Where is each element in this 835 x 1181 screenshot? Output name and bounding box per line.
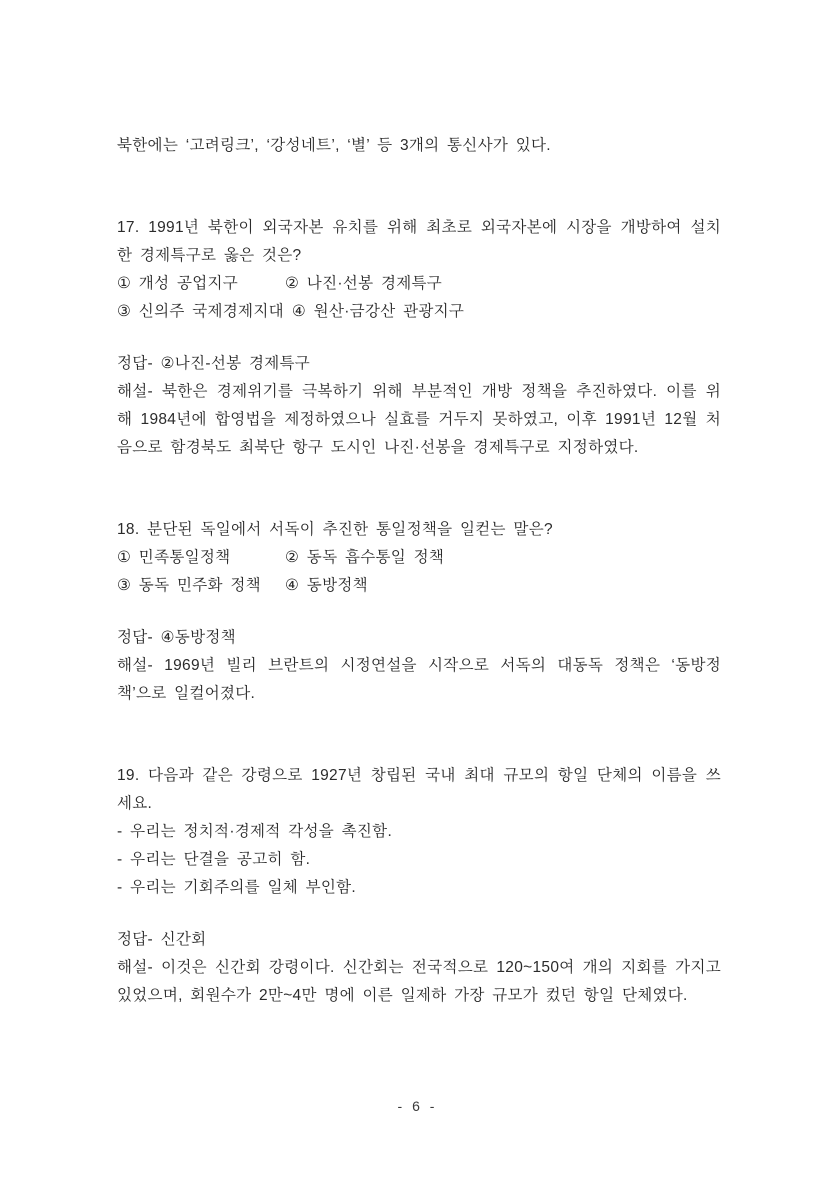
question-17-text: 17. 1991년 북한이 외국자본 유치를 위해 최초로 외국자본에 시장을 개방하여 설치한 경제특구로 옳은 것은? — [117, 219, 721, 264]
question-18-text: 18. 분단된 독일에서 서독이 추진한 통일정책을 일컫는 말은? — [117, 521, 553, 538]
question-17-option-4: ④ 원산·금강산 관광지구 — [291, 303, 465, 320]
question-19-statement-2: - 우리는 단결을 공고히 함. — [117, 851, 311, 868]
question-18-options-row-1 — [117, 544, 721, 572]
question-19-statement-3: - 우리는 기회주의를 일체 부인함. — [117, 879, 357, 896]
question-17-options-row-1 — [117, 270, 721, 298]
question-19-section — [117, 762, 721, 1010]
question-18-option-2: ② 동독 흡수통일 정책 — [285, 549, 445, 566]
question-18-section — [117, 516, 721, 708]
question-19-text: 19. 다음과 같은 강령으로 1927년 창립된 국내 최대 규모의 항일 단체의 이름을 쓰세요. — [117, 767, 721, 812]
question-19-answer: 정답- 신간회 — [117, 931, 207, 948]
question-17-option-2: ② 나진·선봉 경제특구 — [285, 275, 443, 292]
question-17-option-3: ③ 신의주 국제경제지대 — [117, 303, 284, 320]
document-content — [117, 132, 721, 1010]
question-17-option-1: ① 개성 공업지구 — [117, 275, 239, 292]
question-18-option-4: ④ 동방정책 — [285, 577, 368, 594]
question-19-explanation: 해설- 이것은 신간회 강령이다. 신간회는 전국적으로 120~150여 개의 지회를 가지고 있었으며, 회원수가 2만~4만 명에 이른 일제하 가장 규모가 컸던 항일 단체였다. — [117, 959, 721, 1004]
question-17-answer: 정답- ②나진-선봉 경제특구 — [117, 355, 311, 372]
intro-text: 북한에는 ‘고려링크’, ‘강성네트’, ‘별’ 등 3개의 통신사가 있다. — [117, 137, 551, 154]
question-19-statement-1: - 우리는 정치적·경제적 각성을 촉진함. — [117, 823, 393, 840]
question-18-option-3: ③ 동독 민주화 정책 — [117, 577, 261, 594]
question-18-answer: 정답- ④동방정책 — [117, 629, 236, 646]
question-18-option-1: ① 민족통일정책 — [117, 549, 231, 566]
question-18-options-row-2 — [117, 572, 721, 600]
question-17-explanation: 해설- 북한은 경제위기를 극복하기 위해 부분적인 개방 정책을 추진하였다. 이를 위해 1984년에 합영법을 제정하였으나 실효를 거두지 못하였고, 이후 1991년 12월 처음으로 함경북도 최북단 항구 도시인 나진·선봉을 경제특구로 지정하였다. — [117, 383, 721, 456]
question-18-explanation: 해설- 1969년 빌리 브란트의 시정연설을 시작으로 서독의 대동독 정책은 ‘동방정책’으로 일컬어졌다. — [117, 657, 721, 702]
page-number: - 6 - — [397, 1098, 438, 1114]
question-17-options-row-2 — [117, 298, 721, 326]
question-17-section — [117, 214, 721, 462]
